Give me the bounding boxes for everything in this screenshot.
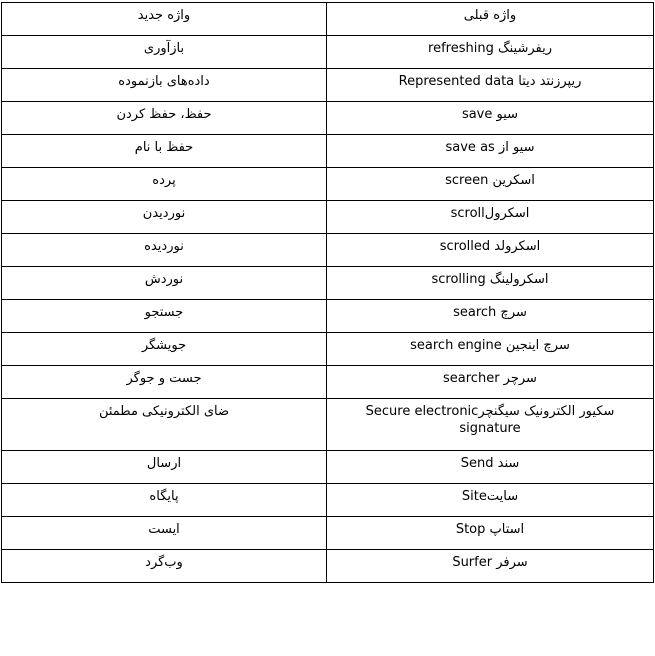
- old-term-cell: [327, 69, 654, 102]
- new-term: پایگاه: [149, 489, 179, 504]
- old-term: اسکرولد scrolled: [439, 239, 541, 254]
- new-term-cell: [2, 3, 327, 36]
- old-term: سیو save: [461, 107, 519, 122]
- old-term-cell: [327, 451, 654, 484]
- new-term: واژه جدید: [137, 8, 191, 23]
- new-term: نوردیده: [144, 239, 184, 254]
- new-term: ایست: [148, 522, 180, 537]
- table-row: [2, 201, 654, 234]
- table-row: [2, 135, 654, 168]
- old-term-cell: [327, 267, 654, 300]
- new-term-cell: [2, 366, 327, 399]
- table-row: [2, 3, 654, 36]
- table-row: [2, 168, 654, 201]
- old-term: سرچ اینجین search engine: [410, 338, 570, 353]
- old-term: اسکرولینگ scrolling: [431, 272, 549, 287]
- new-term: نوردش: [144, 272, 184, 287]
- new-term-cell: [2, 135, 327, 168]
- new-term-cell: [2, 484, 327, 517]
- old-term: سایتSite: [461, 489, 519, 504]
- old-term: سیو از save as: [445, 140, 535, 155]
- table-row: [2, 550, 654, 583]
- old-term: ریپرزنتد دیتا Represented data: [398, 74, 582, 89]
- table-row: [2, 69, 654, 102]
- table-row: [2, 36, 654, 69]
- old-term-cell: [327, 550, 654, 583]
- table-row: [2, 234, 654, 267]
- new-term-cell: [2, 234, 327, 267]
- old-term: واژه قبلی: [463, 8, 517, 23]
- table-row: [2, 484, 654, 517]
- new-term: وب‌گرد: [145, 555, 183, 570]
- new-term: بازآوری: [143, 41, 185, 56]
- table-row: [2, 102, 654, 135]
- old-term-cell: [327, 201, 654, 234]
- table-row: [2, 451, 654, 484]
- old-term-cell: [327, 36, 654, 69]
- new-term: حفظ، حفظ کردن: [116, 107, 212, 122]
- new-term-cell: [2, 517, 327, 550]
- new-term: جویشگر: [141, 338, 187, 353]
- table-row: [2, 399, 654, 451]
- new-term-cell: [2, 69, 327, 102]
- old-term: سرفر Surfer: [452, 555, 528, 570]
- new-term-cell: [2, 102, 327, 135]
- old-term: سکیور الکترونیک سیگنچرSecure electronic signature: [365, 404, 615, 436]
- new-term: ارسال: [146, 456, 182, 471]
- new-term-cell: [2, 550, 327, 583]
- new-term: پرده: [152, 173, 176, 188]
- new-term: حفظ با نام: [134, 140, 194, 155]
- table-row: [2, 517, 654, 550]
- terms-table: [1, 2, 654, 583]
- new-term-cell: [2, 333, 327, 366]
- table-row: [2, 366, 654, 399]
- new-term: داده‌های بازنموده: [118, 74, 210, 89]
- new-term: ضای الکترونیکی مطمئن: [98, 404, 230, 419]
- table-row: [2, 333, 654, 366]
- old-term-cell: [327, 168, 654, 201]
- old-term-cell: [327, 135, 654, 168]
- new-term-cell: [2, 267, 327, 300]
- old-term-cell: [327, 484, 654, 517]
- old-term-cell: [327, 333, 654, 366]
- old-term: اسکرین screen: [445, 173, 535, 188]
- old-term: استاپ Stop: [455, 522, 525, 537]
- old-term: سرچر searcher: [443, 371, 537, 386]
- new-term: نوردیدن: [142, 206, 186, 221]
- table-row: [2, 300, 654, 333]
- old-term-cell: [327, 3, 654, 36]
- new-term-cell: [2, 300, 327, 333]
- new-term-cell: [2, 36, 327, 69]
- old-term: اسکرولscroll: [450, 206, 530, 221]
- old-term: سند Send: [460, 456, 520, 471]
- old-term-cell: [327, 399, 654, 451]
- new-term-cell: [2, 451, 327, 484]
- new-term: جستجو: [144, 305, 184, 320]
- new-term-cell: [2, 201, 327, 234]
- new-term-cell: [2, 168, 327, 201]
- table-row: [2, 267, 654, 300]
- old-term-cell: [327, 300, 654, 333]
- old-term-cell: [327, 102, 654, 135]
- old-term-cell: [327, 517, 654, 550]
- new-term-cell: [2, 399, 327, 451]
- old-term-cell: [327, 234, 654, 267]
- old-term: ریفرشینگ refreshing: [428, 41, 552, 56]
- new-term: جست و جوگر: [126, 371, 202, 386]
- old-term-cell: [327, 366, 654, 399]
- old-term: سرچ search: [453, 305, 527, 320]
